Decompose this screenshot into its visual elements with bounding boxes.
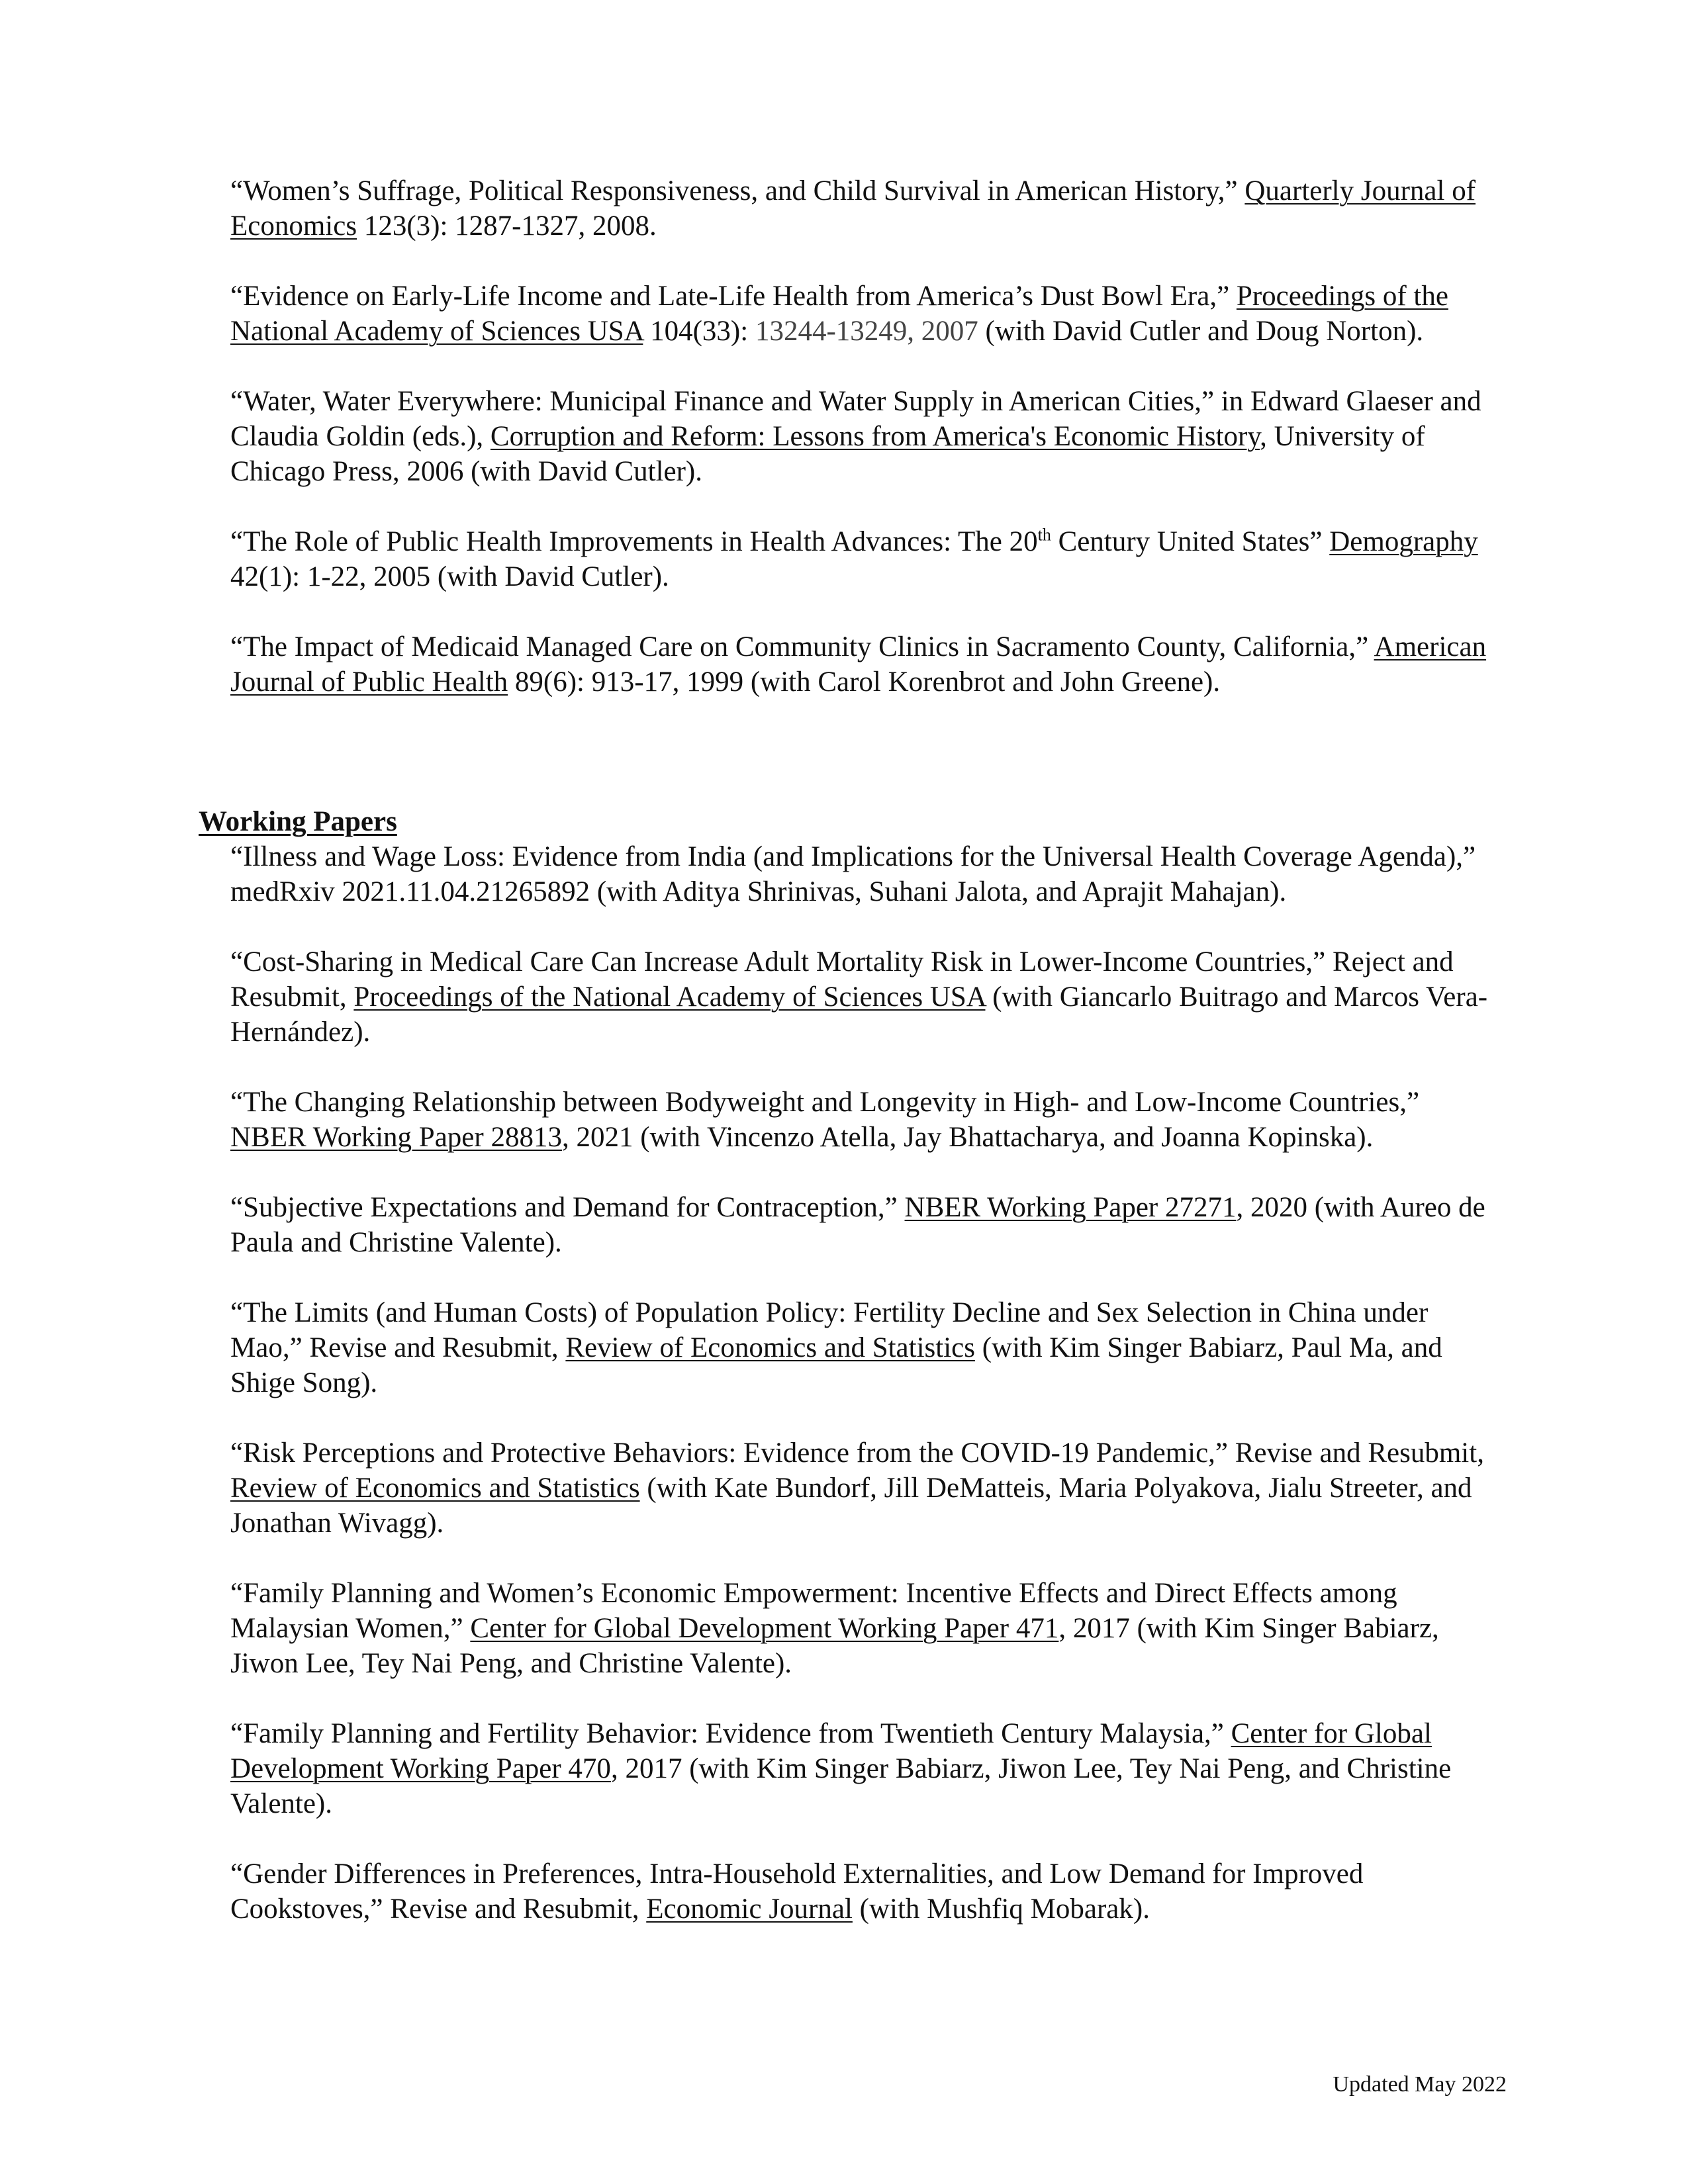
updated-date: Updated May 2022 [1333, 2072, 1507, 2097]
ordinal-superscript: th [1037, 525, 1051, 545]
publication-entry: “Women’s Suffrage, Political Responsiveness, and Child Survival in American History,” Quarterly Journal of Economics 123(3): 1287-1327, 2008. [230, 175, 1476, 242]
working-paper-entry: “The Limits (and Human Costs) of Population Policy: Fertility Decline and Sex Selection in China under Mao,” Revise and Resubmit, Review of Economics and Statistics (with Kim Singer Babiarz, Paul Ma, and Shige Song). [230, 1297, 1442, 1398]
publication-entry: “Water, Water Everywhere: Municipal Finance and Water Supply in American Cities,” in Edward Glaeser and Claudia Goldin (eds.), Corruption and Reform: Lessons from America's Economic History, University of Chicago Press, 2006 (with David Cutler). [230, 386, 1481, 487]
journal-title: Proceedings of the National Academy of Sciences USA [230, 281, 1448, 347]
venue-title: NBER Working Paper 27271 [904, 1192, 1237, 1223]
venue-title: Center for Global Development Working Paper 470 [230, 1718, 1432, 1784]
journal-title: American Journal of Public Health [230, 631, 1487, 698]
publication-entry: “The Role of Public Health Improvements in Health Advances: The 20th Century United States” Demography 42(1): 1-22, 2005 (with David Cutler). [230, 525, 1478, 592]
working-paper-entry: “Illness and Wage Loss: Evidence from India (and Implications for the Universal Health Coverage Agenda),” medRxiv 2021.11.04.21265892 (with Aditya Shrinivas, Suhani Jalota, and Aprajit Mahajan). [230, 841, 1476, 907]
venue-title: NBER Working Paper 28813 [230, 1122, 562, 1153]
publication-entry: “Evidence on Early-Life Income and Late-Life Health from America’s Dust Bowl Era,” Proceedings of the National Academy of Sciences USA 104(33): 13244-13249, 2007 (with David Cutler and Doug Norton). [230, 281, 1448, 347]
venue-title: Center for Global Development Working Paper 471 [470, 1613, 1059, 1644]
page-range: 13244-13249, 2007 [755, 316, 978, 347]
venue-title: Review of Economics and Statistics [565, 1332, 975, 1363]
working-paper-entry: “Subjective Expectations and Demand for Contraception,” NBER Working Paper 27271, 2020 (with Aureo de Paula and Christine Valente). [230, 1192, 1485, 1258]
working-paper-entry: “Cost-Sharing in Medical Care Can Increase Adult Mortality Risk in Lower-Income Countries,” Reject and Resubmit, Proceedings of the National Academy of Sciences USA (with Giancarlo Buitrago and Marcos Vera-Hernández). [230, 946, 1488, 1048]
working-paper-entry: “Family Planning and Fertility Behavior: Evidence from Twentieth Century Malaysia,” Center for Global Development Working Paper 470, 2017 (with Kim Singer Babiarz, Jiwon Lee, Tey Nai Peng, and Christine Valente). [230, 1718, 1452, 1819]
venue-title: Proceedings of the National Academy of Sciences USA [353, 981, 986, 1013]
working-paper-entry: “The Changing Relationship between Bodyweight and Longevity in High- and Low-Income Countries,” NBER Working Paper 28813, 2021 (with Vincenzo Atella, Jay Bhattacharya, and Joanna Kopinska). [230, 1087, 1420, 1153]
venue-title: Economic Journal [646, 1893, 853, 1925]
working-paper-entry: “Gender Differences in Preferences, Intra-Household Externalities, and Low Demand for Improved Cookstoves,” Revise and Resubmit, Economic Journal (with Mushfiq Mobarak). [230, 1858, 1364, 1925]
journal-title: Demography [1329, 526, 1478, 557]
book-title: Corruption and Reform: Lessons from America's Economic History [490, 421, 1260, 452]
section-heading: Working Papers [199, 806, 397, 837]
working-paper-entry: “Family Planning and Women’s Economic Empowerment: Incentive Effects and Direct Effects among Malaysian Women,” Center for Global Development Working Paper 471, 2017 (with Kim Singer Babiarz, Jiwon Lee, Tey Nai Peng, and Christine Valente). [230, 1578, 1439, 1679]
publication-list [230, 173, 1488, 700]
working-papers-section [199, 804, 1488, 1927]
publication-entry: “The Impact of Medicaid Managed Care on Community Clinics in Sacramento County, California,” American Journal of Public Health 89(6): 913-17, 1999 (with Carol Korenbrot and John Greene). [230, 631, 1487, 698]
working-paper-entry: “Risk Perceptions and Protective Behaviors: Evidence from the COVID-19 Pandemic,” Revise and Resubmit, Review of Economics and Statistics (with Kate Bundorf, Jill DeMatteis, Maria Polyakova, Jialu Streeter, and Jonathan Wivagg). [230, 1437, 1484, 1539]
venue-title: Review of Economics and Statistics [230, 1473, 640, 1504]
journal-title: Quarterly Journal of Economics [230, 175, 1476, 242]
